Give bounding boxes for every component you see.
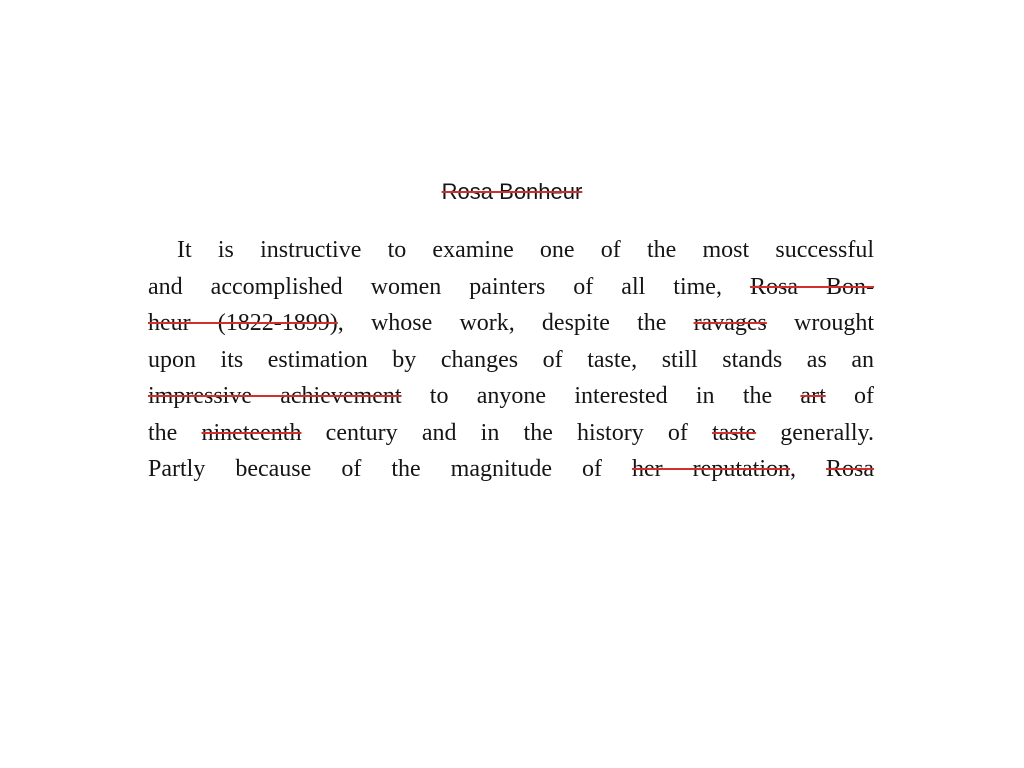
struck-text-segment: Rosa Bon-: [749, 273, 874, 300]
text-segment: generally.: [756, 419, 874, 446]
struck-text-segment: impressive achievement: [148, 383, 402, 409]
text-segment: Partly because of the magnitude of: [148, 456, 633, 482]
paragraph-line: [148, 451, 874, 488]
struck-text-segment: nineteenth: [201, 419, 302, 446]
paragraph: [148, 232, 874, 488]
text-segment: of: [825, 383, 874, 409]
paragraph-line: [148, 232, 874, 269]
paragraph-line: [148, 415, 874, 452]
text-segment: It is instructive to examine one of the most successful: [177, 237, 874, 263]
text-segment: to anyone interested in the: [401, 383, 801, 409]
text-segment: , whose work, despite the: [337, 310, 694, 336]
text-segment: upon its estimation by changes of taste, still stands as an: [148, 346, 874, 373]
struck-text-segment: heur (1822-1899): [148, 310, 338, 336]
paragraph-line: [148, 378, 874, 415]
paragraph-line: [148, 269, 874, 306]
text-segment: the: [148, 419, 202, 446]
text-segment: and accomplished women painters of all time,: [148, 273, 750, 300]
struck-text-segment: ravages: [693, 310, 767, 336]
paragraph-line: [148, 305, 874, 342]
text-segment: wrought: [766, 310, 875, 336]
struck-text-segment: taste: [712, 419, 757, 446]
struck-text-segment: Rosa: [826, 456, 875, 482]
struck-text-segment: art: [800, 383, 826, 409]
text-segment: century and in the history of: [301, 419, 713, 446]
text-segment: ,: [789, 456, 827, 482]
struck-text-segment: her reputation: [632, 456, 790, 482]
paragraph-line: [148, 342, 874, 379]
document-title: Rosa Bonheur: [441, 179, 583, 204]
